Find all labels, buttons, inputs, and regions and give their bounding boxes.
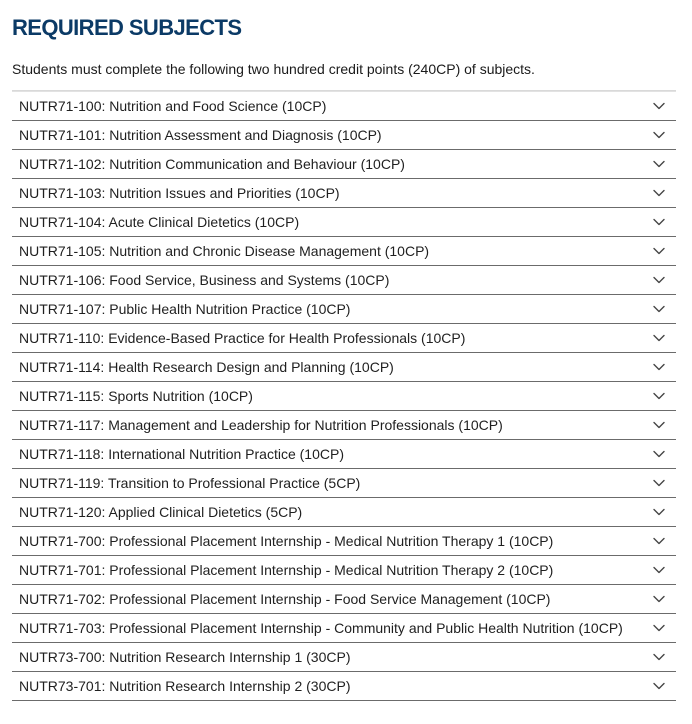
subject-label: NUTR71-107: Public Health Nutrition Practice (10CP) [19, 301, 351, 317]
chevron-down-icon[interactable] [652, 304, 666, 314]
accordion-item-4[interactable] [12, 208, 676, 237]
subject-label: NUTR71-117: Management and Leadership for Nutrition Professionals (10CP) [19, 417, 503, 433]
chevron-down-icon[interactable] [652, 101, 666, 111]
chevron-down-icon[interactable] [652, 652, 666, 662]
chevron-down-icon[interactable] [652, 333, 666, 343]
subject-label: NUTR73-700: Nutrition Research Internship 1 (30CP) [19, 649, 351, 665]
chevron-down-icon[interactable] [652, 275, 666, 285]
accordion-item-3[interactable] [12, 179, 676, 208]
subject-label: NUTR71-119: Transition to Professional Practice (5CP) [19, 475, 361, 491]
accordion-item-15[interactable] [12, 527, 676, 556]
accordion-item-20[interactable] [12, 672, 676, 701]
subject-label: NUTR71-120: Applied Clinical Dietetics (5CP) [19, 504, 303, 520]
accordion-item-0[interactable] [12, 91, 676, 121]
accordion-item-10[interactable] [12, 382, 676, 411]
subject-label: NUTR71-700: Professional Placement Internship - Medical Nutrition Therapy 1 (10CP) [19, 533, 554, 549]
subject-label: NUTR73-701: Nutrition Research Internship 2 (30CP) [19, 678, 351, 694]
chevron-down-icon[interactable] [652, 130, 666, 140]
subject-label: NUTR71-106: Food Service, Business and Systems (10CP) [19, 272, 390, 288]
accordion-item-11[interactable] [12, 411, 676, 440]
chevron-down-icon[interactable] [652, 217, 666, 227]
subjects-accordion [12, 90, 676, 701]
chevron-down-icon[interactable] [652, 681, 666, 691]
accordion-item-12[interactable] [12, 440, 676, 469]
chevron-down-icon[interactable] [652, 362, 666, 372]
chevron-down-icon[interactable] [652, 420, 666, 430]
subject-label: NUTR71-103: Nutrition Issues and Priorities (10CP) [19, 185, 340, 201]
chevron-down-icon[interactable] [652, 391, 666, 401]
accordion-item-2[interactable] [12, 150, 676, 179]
subject-label: NUTR71-115: Sports Nutrition (10CP) [19, 388, 253, 404]
subject-label: NUTR71-105: Nutrition and Chronic Disease Management (10CP) [19, 243, 430, 259]
chevron-down-icon[interactable] [652, 565, 666, 575]
subject-label: NUTR71-102: Nutrition Communication and Behaviour (10CP) [19, 156, 405, 172]
accordion-item-14[interactable] [12, 498, 676, 527]
subject-label: NUTR71-118: International Nutrition Practice (10CP) [19, 446, 344, 462]
intro-text: Students must complete the following two hundred credit points (240CP) of subjects. [12, 61, 535, 77]
subject-label: NUTR71-110: Evidence-Based Practice for Health Professionals (10CP) [19, 330, 466, 346]
subject-label: NUTR71-702: Professional Placement Internship - Food Service Management (10CP) [19, 591, 551, 607]
accordion-item-19[interactable] [12, 643, 676, 672]
accordion-item-1[interactable] [12, 121, 676, 150]
subject-label: NUTR71-104: Acute Clinical Dietetics (10CP) [19, 214, 300, 230]
accordion-item-8[interactable] [12, 324, 676, 353]
accordion-item-9[interactable] [12, 353, 676, 382]
chevron-down-icon[interactable] [652, 449, 666, 459]
subject-label: NUTR71-701: Professional Placement Internship - Medical Nutrition Therapy 2 (10CP) [19, 562, 554, 578]
chevron-down-icon[interactable] [652, 159, 666, 169]
accordion-item-7[interactable] [12, 295, 676, 324]
accordion-item-5[interactable] [12, 237, 676, 266]
chevron-down-icon[interactable] [652, 507, 666, 517]
accordion-item-6[interactable] [12, 266, 676, 295]
accordion-item-17[interactable] [12, 585, 676, 614]
chevron-down-icon[interactable] [652, 594, 666, 604]
accordion-item-13[interactable] [12, 469, 676, 498]
chevron-down-icon[interactable] [652, 536, 666, 546]
chevron-down-icon[interactable] [652, 478, 666, 488]
subject-label: NUTR71-703: Professional Placement Internship - Community and Public Health Nutrition (10CP) [19, 620, 623, 636]
section-heading: REQUIRED SUBJECTS [12, 15, 242, 40]
chevron-down-icon[interactable] [652, 623, 666, 633]
chevron-down-icon[interactable] [652, 188, 666, 198]
subject-label: NUTR71-100: Nutrition and Food Science (10CP) [19, 98, 327, 114]
chevron-down-icon[interactable] [652, 246, 666, 256]
subject-label: NUTR71-101: Nutrition Assessment and Diagnosis (10CP) [19, 127, 382, 143]
accordion-item-18[interactable] [12, 614, 676, 643]
subject-label: NUTR71-114: Health Research Design and Planning (10CP) [19, 359, 394, 375]
accordion-item-16[interactable] [12, 556, 676, 585]
